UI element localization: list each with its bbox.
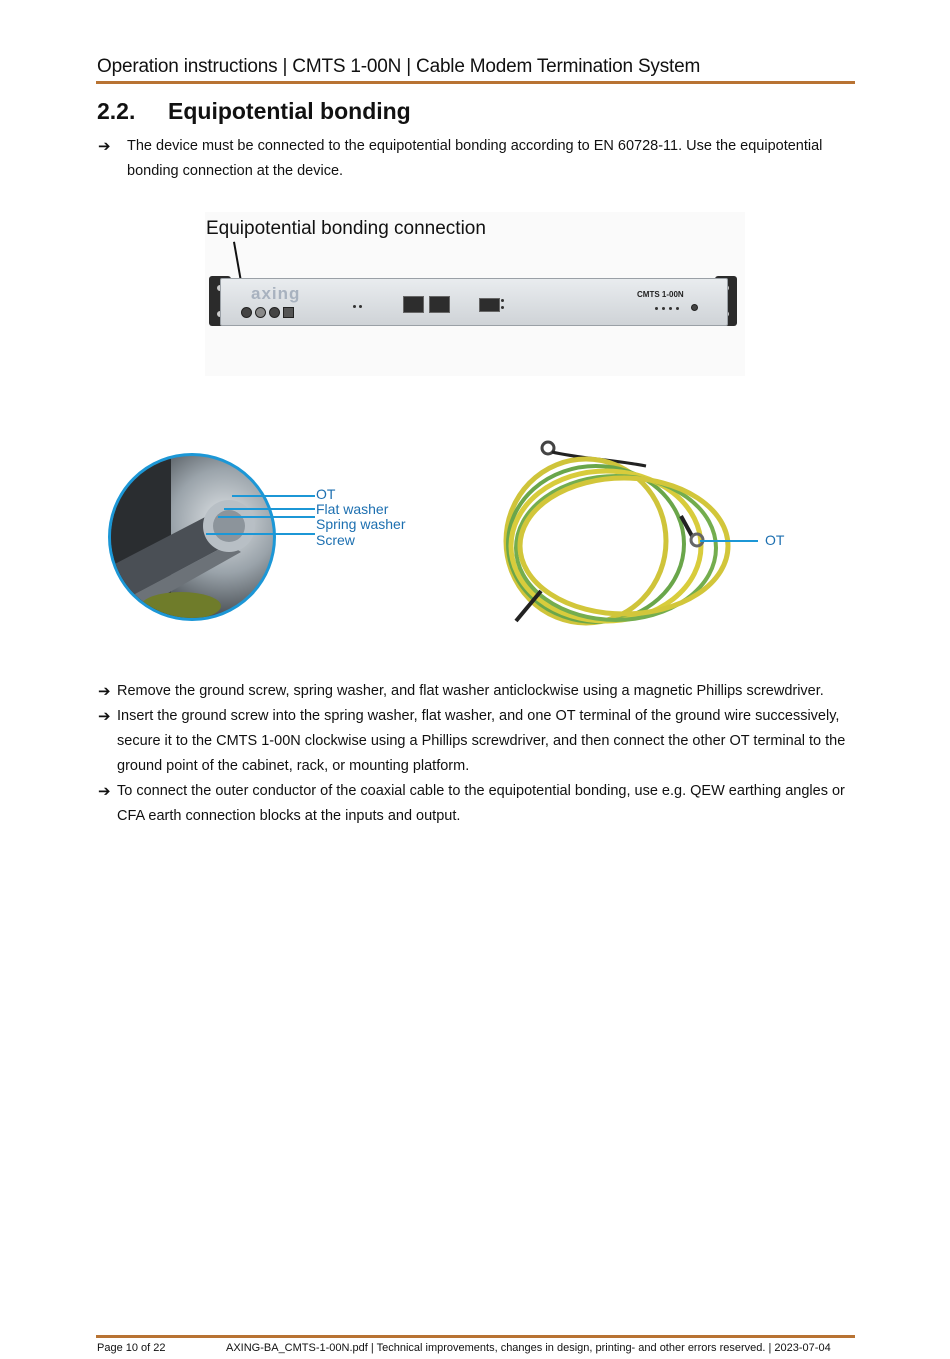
arrow-icon: ➔	[98, 783, 111, 800]
indicator-led	[676, 307, 679, 310]
header-rule	[96, 81, 855, 84]
callout-line-spring-washer	[218, 516, 315, 518]
label-ot: OT	[765, 532, 785, 548]
device-chassis	[220, 278, 728, 326]
sfp-port	[479, 298, 500, 312]
model-label: CMTS 1-00N	[637, 290, 684, 299]
footer-rule	[96, 1335, 855, 1338]
header-title: Operation instructions | CMTS 1-00N | Cable Modem Termination System	[97, 56, 701, 77]
callout-line-flat-washer	[224, 508, 315, 510]
status-led	[501, 299, 504, 302]
instruction-list	[98, 679, 858, 829]
status-led	[501, 306, 504, 309]
list-item	[98, 779, 858, 829]
list-item	[98, 704, 858, 779]
page-number: Page 10 of 22	[97, 1342, 166, 1354]
wan-port	[429, 296, 450, 313]
intro-text: The device must be connected to the equipotential bonding according to EN 60728-11. Use the equipotential bonding connection at the device.	[127, 138, 823, 179]
arrow-icon: ➔	[98, 138, 111, 155]
magnified-screw-view	[108, 453, 276, 621]
arrow-icon: ➔	[98, 683, 111, 700]
footer-info: AXING-BA_CMTS-1-00N.pdf | Technical improvements, changes in design, printing- and other errors reserved. | 2023-07-04	[226, 1342, 831, 1354]
arrow-icon: ➔	[98, 708, 111, 725]
callout-line-screw	[206, 533, 315, 535]
list-item	[98, 679, 858, 704]
label-flat-washer: Flat washer	[316, 501, 389, 517]
label-screw: Screw	[316, 532, 355, 548]
bonding-connection-label: Equipotential bonding connection	[206, 218, 486, 239]
section-number: 2.2.	[97, 98, 136, 124]
callout-line-ot	[700, 540, 758, 542]
label-ot: OT	[316, 486, 336, 502]
connector-icon	[269, 307, 280, 318]
device-front-panel-image	[205, 212, 745, 376]
label-spring-washer: Spring washer	[316, 516, 406, 532]
console-port	[403, 296, 424, 313]
screwdriver-illustration	[111, 456, 273, 618]
step-text: Remove the ground screw, spring washer, and flat washer anticlockwise using a magnetic Phillips screwdriver.	[117, 683, 824, 699]
indicator-led	[655, 307, 658, 310]
esd-warning-icon	[283, 307, 294, 318]
indicator-led	[669, 307, 672, 310]
intro-paragraph	[98, 134, 838, 184]
ground-terminal-icon	[241, 307, 252, 318]
power-led	[353, 305, 356, 308]
section-title: Equipotential bonding	[168, 98, 411, 124]
step-text: To connect the outer conductor of the coaxial cable to the equipotential bonding, use e.g. QEW earthing angles or CFA earth connection blocks at the inputs and output.	[117, 783, 845, 824]
callout-line-ot	[232, 495, 315, 497]
ground-symbol-icon	[255, 307, 266, 318]
ground-cable-image	[496, 436, 796, 632]
brand-logo: axing	[251, 284, 301, 303]
screw-closeup-image	[106, 453, 406, 618]
indicator-led	[662, 307, 665, 310]
power-led	[359, 305, 362, 308]
step-text: Insert the ground screw into the spring washer, flat washer, and one OT terminal of the ground wire successively, secure it to the CMTS 1-00N clockwise using a Phillips screwdriver, and then connect the other OT terminal to the ground point of the cabinet, rack, or mounting platform.	[117, 708, 846, 774]
reset-button-icon	[691, 304, 698, 311]
ground-cable-illustration	[496, 436, 788, 632]
